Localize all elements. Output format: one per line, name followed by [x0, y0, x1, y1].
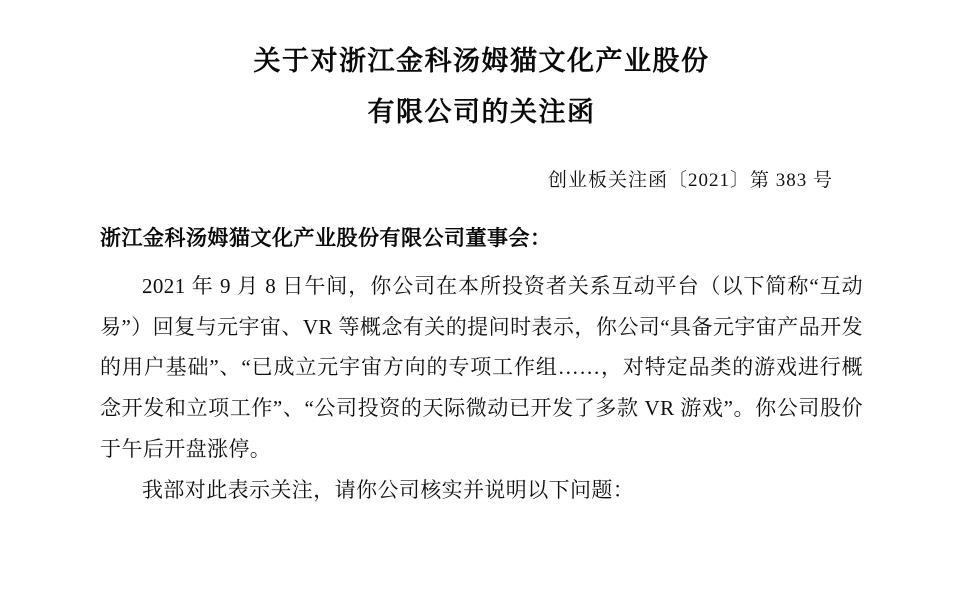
body-paragraph: 2021 年 9 月 8 日午间，你公司在本所投资者关系互动平台（以下简称“互动易”）回复与元宇宙、VR 等概念有关的提问时表示，你公司“具备元宇宙产品开发的用户基础”、“已成立元宇宙方向的专项工作组……，对特定品类的游戏进行概念开发和立项工作”、“公司投资的天际微动已开发了多款 VR 游戏”。你公司股价于午后开盘涨停。 [100, 273, 863, 462]
document-number: 创业板关注函〔2021〕第 383 号 [547, 169, 833, 191]
page-title-line-1: 关于对浙江金科汤姆猫文化产业股份 [253, 46, 710, 76]
page-title-line-2: 有限公司的关注函 [367, 97, 596, 128]
page-title [100, 36, 863, 139]
document-page [0, 36, 963, 598]
recipient-line: 浙江金科汤姆猫文化产业股份有限公司董事会： [100, 225, 552, 250]
document-body [100, 266, 863, 512]
body-paragraph: 我部对此表示关注，请你公司核实并说明以下问题： [142, 478, 635, 503]
